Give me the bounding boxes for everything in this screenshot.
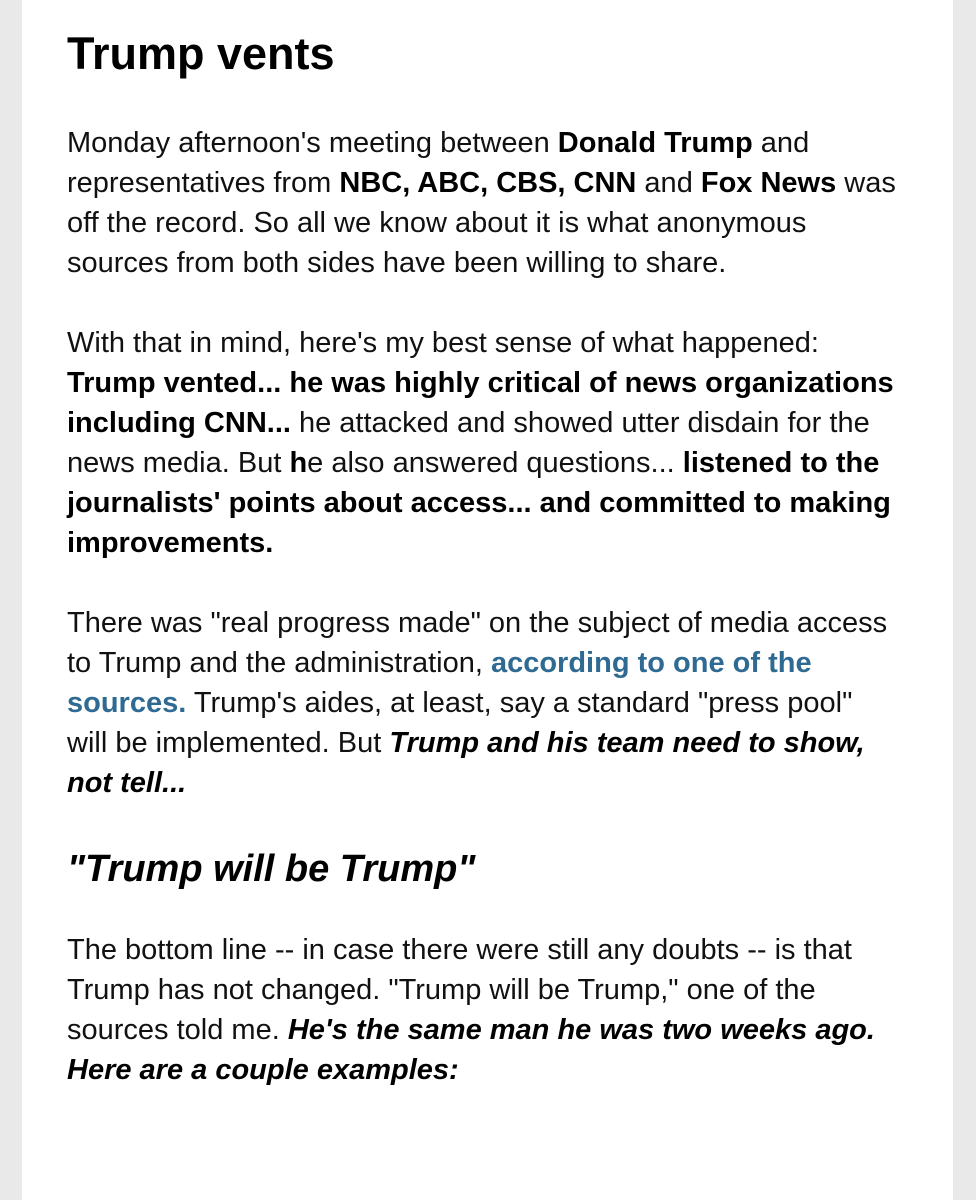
paragraph-3 [67,603,897,803]
p1-text-4: was off the record. So all we know about it is what anonymous sources from both sides have been willing to share. [67,167,896,279]
article-title: Trump vents [67,28,335,79]
p3-text-1: There was "real progress made" on the subject of media access to Trump and the administration, [67,607,888,679]
p3-text-2: Trump's aides, at least, say a standard "press pool" will be implemented. But [67,687,853,759]
p1-text-2: and representatives from [67,127,810,199]
section-subheading: "Trump will be Trump" [67,848,476,890]
paragraph-1 [67,123,897,283]
article-page [22,0,953,1200]
p4-bold-italic: He's the same man he was two weeks ago. Here are a couple examples: [67,1014,875,1086]
p2-text-2: he attacked and showed utter disdain for the news media. But [67,407,870,479]
p1-text-3: and [636,167,701,199]
p1-bold-donald-trump: Donald Trump [557,127,753,159]
p2-bold-listened: listened to the journalists' points about access... and committed to making improvements. [67,447,891,559]
p2-bold-trump-vented: Trump vented... he was highly critical of news organizations including CNN... [67,367,894,439]
sources-link[interactable]: according to one of the sources. [67,647,812,719]
paragraph-2 [67,323,897,563]
p2-text-3: e also answered questions... [307,447,683,479]
p1-bold-fox-news: Fox News [700,167,837,199]
p4-text-1: The bottom line -- in case there were still any doubts -- is that Trump has not changed. "Trump will be Trump," one of the sources told me. [67,934,852,1046]
paragraph-4 [67,930,897,1090]
p1-bold-networks: NBC, ABC, CBS, CNN [339,167,637,199]
p1-text-1: Monday afternoon's meeting between [67,127,558,159]
p3-bold-italic: Trump and his team need to show, not tell... [67,727,865,799]
p2-text-1: With that in mind, here's my best sense of what happened: [67,327,819,359]
p2-bold-h: h [289,447,308,479]
